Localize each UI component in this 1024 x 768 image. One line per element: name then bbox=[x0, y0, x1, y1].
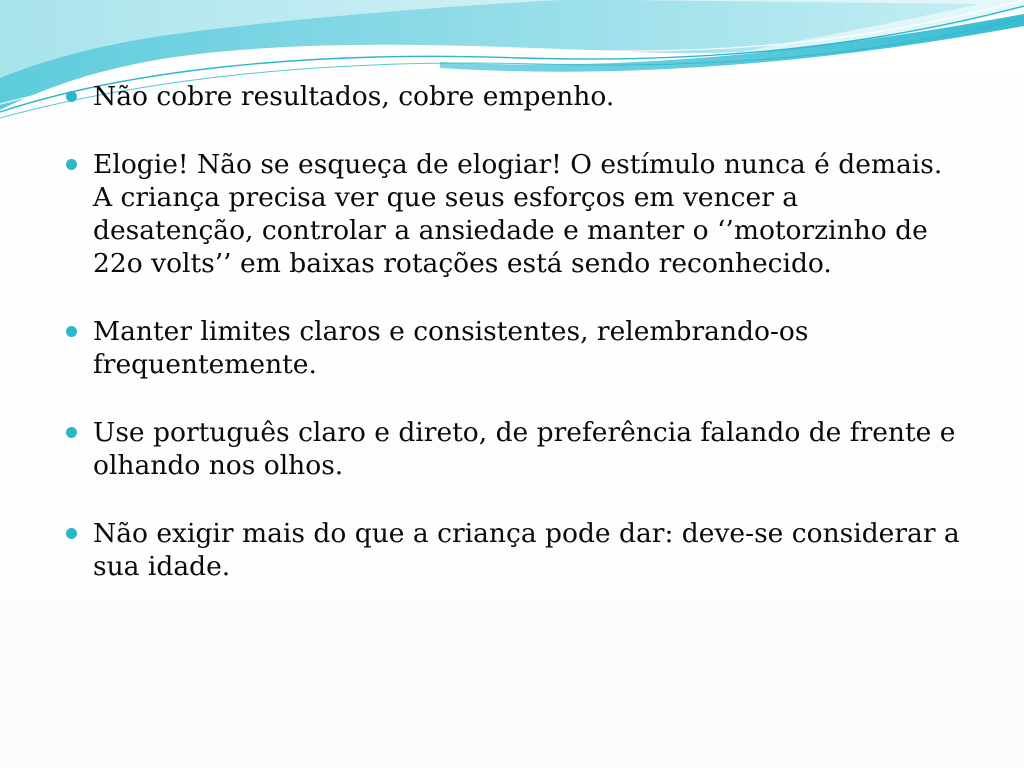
bullet-marker-icon bbox=[66, 427, 77, 438]
bullet-text: Não exigir mais do que a criança pode dar: deve-se considerar a sua idade. bbox=[93, 518, 960, 582]
bullet-marker-icon bbox=[66, 91, 77, 102]
bullet-item bbox=[64, 517, 964, 583]
bullet-item bbox=[64, 80, 964, 113]
bullet-text: Não cobre resultados, cobre empenho. bbox=[93, 81, 615, 112]
bullet-item bbox=[64, 148, 964, 280]
bullet-text: Elogie! Não se esqueça de elogiar! O estímulo nunca é demais. A criança precisa ver que seus esforços em vencer a desatenção, controlar a ansiedade e manter o ‘’motorzinho de 22o volts’’ em baixas rotações está sendo reconhecido. bbox=[93, 149, 943, 279]
bullet-list bbox=[64, 80, 964, 618]
bullet-text: Use português claro e direto, de preferência falando de frente e olhando nos olhos. bbox=[93, 417, 956, 481]
bullet-item bbox=[64, 416, 964, 482]
bullet-marker-icon bbox=[66, 528, 77, 539]
bullet-text: Manter limites claros e consistentes, relembrando-os frequentemente. bbox=[93, 316, 809, 380]
bullet-marker-icon bbox=[66, 159, 77, 170]
bullet-item bbox=[64, 315, 964, 381]
bullet-marker-icon bbox=[66, 326, 77, 337]
